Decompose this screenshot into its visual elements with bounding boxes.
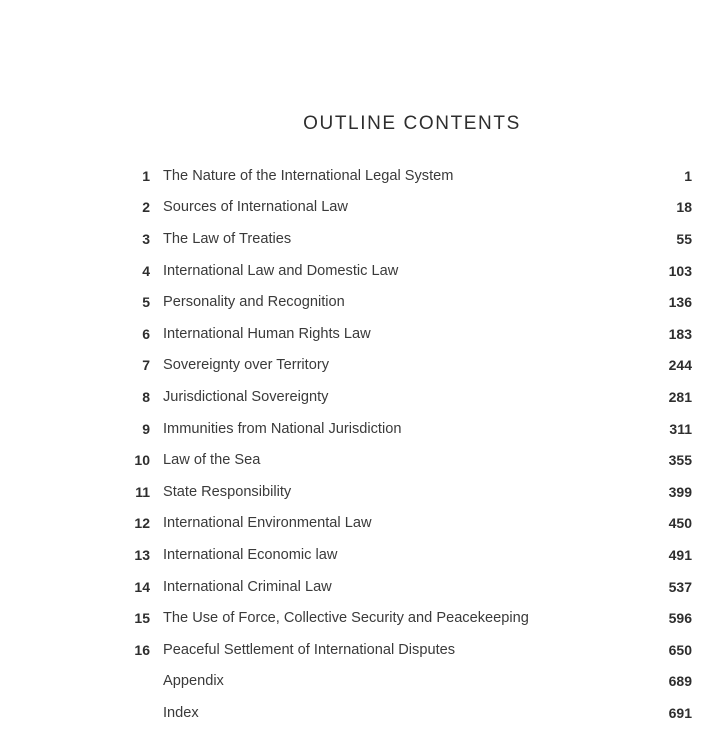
index-title[interactable]: Index [163, 704, 199, 721]
chapter-title[interactable]: The Law of Treaties [163, 230, 292, 247]
chapter-title[interactable]: Peaceful Settlement of International Disputes [163, 641, 456, 658]
chapter-title[interactable]: The Nature of the International Legal System [163, 167, 454, 184]
chapter-number: 16 [134, 641, 150, 658]
toc-entry-15[interactable] [118, 602, 692, 634]
page-number: 450 [668, 515, 692, 532]
toc-entry-13[interactable] [118, 539, 692, 571]
chapter-title[interactable]: Personality and Recognition [163, 294, 345, 311]
chapter-number: 5 [142, 294, 150, 311]
chapter-number: 14 [134, 578, 150, 595]
toc-entry-6[interactable] [118, 318, 692, 350]
chapter-title[interactable]: Sources of International Law [163, 199, 348, 216]
chapter-title[interactable]: International Environmental Law [163, 515, 372, 532]
toc-entry-1[interactable] [118, 160, 692, 192]
chapter-title[interactable]: Sovereignty over Territory [163, 357, 330, 374]
page-number: 691 [668, 704, 692, 721]
page-number: 311 [669, 420, 692, 437]
toc-entry-3[interactable] [118, 223, 692, 255]
chapter-title[interactable]: International Economic law [163, 546, 338, 563]
table-of-contents [118, 160, 692, 729]
page-number: 183 [668, 325, 692, 342]
page-number: 650 [668, 641, 692, 658]
page-number: 136 [668, 294, 692, 311]
toc-entry-4[interactable] [118, 255, 692, 287]
chapter-title[interactable]: The Use of Force, Collective Security and Peacekeeping [163, 610, 529, 627]
page-number: 281 [668, 388, 692, 405]
page-number: 18 [676, 199, 692, 216]
page-number: 244 [668, 357, 692, 374]
chapter-title[interactable]: International Law and Domestic Law [163, 262, 399, 279]
chapter-number: 2 [142, 199, 150, 216]
chapter-number: 13 [134, 546, 150, 563]
chapter-number: 8 [142, 388, 150, 405]
toc-entry-index[interactable] [118, 697, 692, 729]
chapter-number: 10 [134, 452, 150, 469]
toc-entry-16[interactable] [118, 634, 692, 666]
chapter-title[interactable]: Jurisdictional Sovereignty [163, 388, 329, 405]
toc-entry-12[interactable] [118, 508, 692, 540]
toc-entry-2[interactable] [118, 192, 692, 224]
toc-entry-7[interactable] [118, 350, 692, 382]
page-number: 355 [668, 452, 692, 469]
page-number: 103 [668, 262, 692, 279]
toc-entry-11[interactable] [118, 476, 692, 508]
chapter-number: 1 [142, 167, 150, 184]
chapter-number: 9 [142, 420, 150, 437]
chapter-number: 7 [142, 357, 150, 374]
toc-entry-8[interactable] [118, 381, 692, 413]
toc-entry-9[interactable] [118, 413, 692, 445]
page-number: 55 [676, 230, 692, 247]
toc-entry-14[interactable] [118, 571, 692, 603]
toc-entry-5[interactable] [118, 286, 692, 318]
chapter-title[interactable]: State Responsibility [163, 483, 292, 500]
chapter-number: 3 [142, 230, 150, 247]
toc-entry-10[interactable] [118, 444, 692, 476]
page-number: 537 [668, 578, 692, 595]
chapter-number: 15 [134, 610, 150, 627]
chapter-title[interactable]: Law of the Sea [163, 452, 261, 469]
chapter-number: 4 [142, 262, 150, 279]
chapter-number: 6 [142, 325, 150, 342]
chapter-number: 12 [134, 515, 150, 532]
page-number: 491 [668, 546, 692, 563]
page-number: 596 [668, 610, 692, 627]
page-number: 1 [684, 167, 692, 184]
page-title: OUTLINE CONTENTS [303, 112, 521, 134]
page-number: 399 [668, 483, 692, 500]
appendix-title[interactable]: Appendix [163, 673, 224, 690]
toc-entry-appendix[interactable] [118, 666, 692, 698]
chapter-title[interactable]: Immunities from National Jurisdiction [163, 420, 402, 437]
chapter-number: 11 [135, 483, 150, 500]
chapter-title[interactable]: International Human Rights Law [163, 325, 371, 342]
page-number: 689 [668, 673, 692, 690]
chapter-title[interactable]: International Criminal Law [163, 578, 332, 595]
